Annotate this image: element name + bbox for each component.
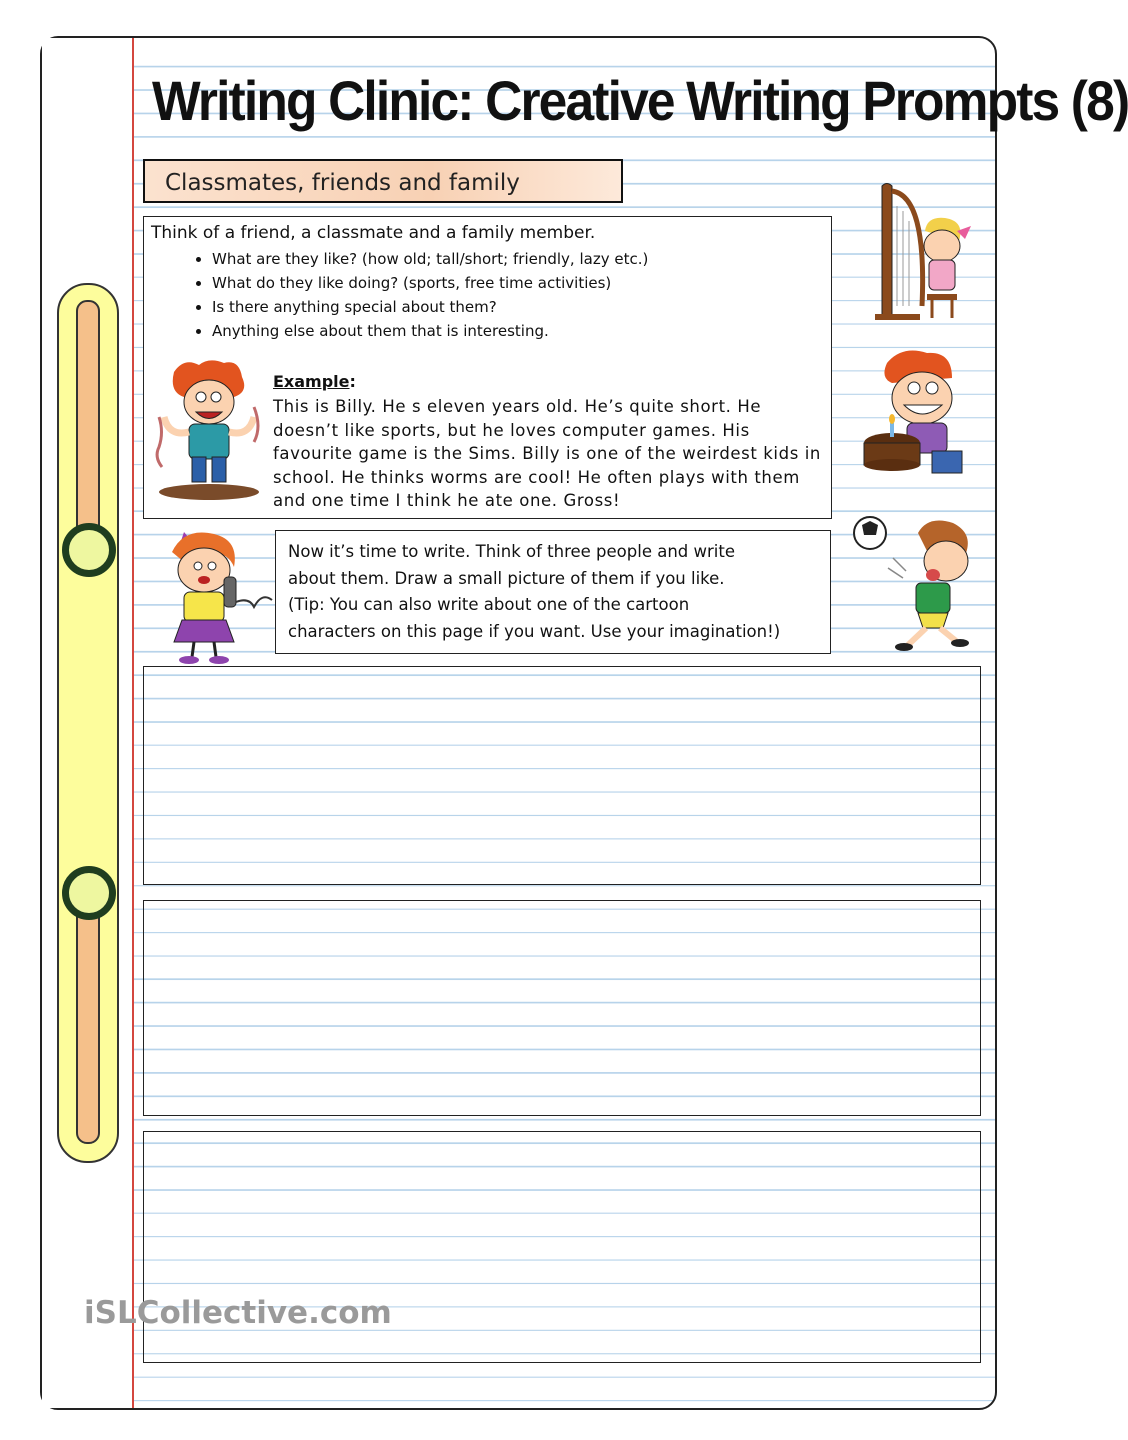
instructions-box	[143, 216, 832, 519]
worksheet-page	[40, 36, 1128, 1410]
folder-binder	[57, 283, 119, 1163]
task-line: Now it’s time to write. Think of three people and write	[288, 542, 735, 561]
instructions-lead: Think of a friend, a classmate and a family member.	[151, 223, 596, 243]
task-line: about them. Draw a small picture of them if you like.	[288, 568, 725, 588]
binder-ring-icon	[62, 523, 116, 577]
binder-strip-top	[76, 300, 100, 559]
watermark: iSLCollective.com	[84, 1295, 392, 1331]
boy-soccer-cartoon-icon	[848, 513, 983, 653]
girl-phone-cartoon-icon	[154, 522, 274, 667]
example-heading	[273, 372, 356, 391]
list-item: • Is there anything special about them?	[212, 295, 648, 319]
boy-cake-cartoon-icon	[862, 343, 974, 483]
billy-worms-cartoon-icon	[154, 357, 264, 502]
margin-line	[132, 38, 134, 1408]
question-list	[144, 247, 648, 343]
writing-area-2[interactable]	[143, 900, 981, 1116]
list-item: • What do they like doing? (sports, free time activities)	[212, 271, 648, 295]
list-item: • Anything else about them that is interesting.	[212, 319, 648, 343]
example-label: Example	[273, 372, 350, 391]
girl-harp-cartoon-icon	[867, 176, 977, 326]
binder-strip-bottom	[76, 885, 100, 1144]
example-paragraph: This is Billy. He s eleven years old. He’s quite short. He doesn’t like sports, but he loves computer games. His favourite game is the Sims. Billy is one of the weirdest kids in school. He thinks worms are cool! He often plays with them and one time I think he ate one. Gross!	[273, 397, 821, 511]
page-title: Writing Clinic: Creative Writing Prompts (8)	[152, 69, 1128, 132]
section-banner: Classmates, friends and family	[143, 159, 623, 203]
task-line: (Tip: You can also write about one of the cartoon	[288, 595, 690, 614]
example-colon: :	[349, 372, 356, 391]
writing-task-box	[275, 530, 831, 654]
writing-area-1[interactable]	[143, 666, 981, 885]
list-item: • What are they like? (how old; tall/short; friendly, lazy etc.)	[212, 247, 648, 271]
task-line: characters on this page if you want. Use your imagination!)	[288, 621, 781, 641]
binder-ring-icon	[62, 866, 116, 920]
